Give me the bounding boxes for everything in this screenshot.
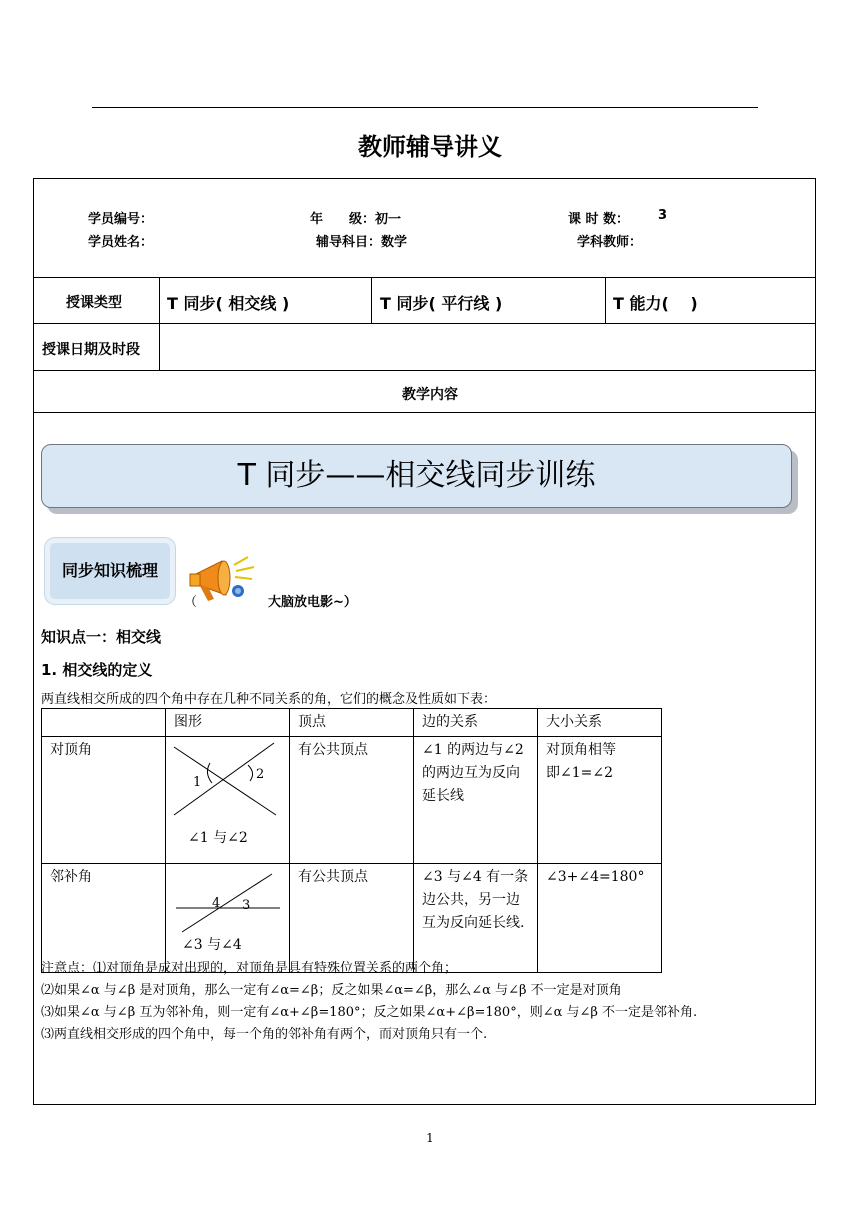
intro-text: 两直线相交所成的四个角中存在几种不同关系的角，它们的概念及性质如下表： xyxy=(41,692,497,707)
note-line: ⑶两直线相交形成的四个角中，每一个角的邻补角有两个，而对顶角只有一个. xyxy=(41,1027,488,1042)
adjacent-angles-figure xyxy=(166,864,290,973)
student-id-label: 学员编号： xyxy=(88,212,154,227)
header-cell-empty xyxy=(42,709,166,737)
row-name: 邻补角 xyxy=(42,864,166,973)
vertical-angles-figure xyxy=(166,737,290,864)
angle-label-2: 2 xyxy=(256,767,265,782)
document-title: 教师辅导讲义 xyxy=(358,133,502,161)
student-name-label: 学员姓名： xyxy=(88,235,154,250)
header-cell-vertex: 顶点 xyxy=(290,709,414,737)
angle-label-1: 1 xyxy=(193,775,202,790)
divider xyxy=(34,323,815,324)
grade-label: 年 级：初一 xyxy=(310,212,402,227)
notes xyxy=(41,958,811,1046)
hours-label: 课 时 数： xyxy=(568,212,630,227)
row-size: ∠3+∠4=180° xyxy=(538,864,662,973)
row-edge: ∠3 与∠4 有一条边公共，另一边互为反向延长线. xyxy=(414,864,538,973)
teacher-label: 学科教师： xyxy=(577,235,643,250)
brain-text: 大脑放电影~） xyxy=(268,595,357,610)
knowledge-badge xyxy=(45,538,175,604)
section-banner: T 同步——相交线同步训练 xyxy=(41,444,792,508)
row-vertex: 有公共顶点 xyxy=(290,864,414,973)
hours-value: 3 xyxy=(658,208,668,223)
divider xyxy=(371,277,372,323)
figure-caption: ∠3 与∠4 xyxy=(182,937,242,953)
page-number: 1 xyxy=(426,1131,434,1145)
divider xyxy=(159,277,160,370)
brain-open-paren: （ xyxy=(184,595,198,610)
divider xyxy=(34,412,815,413)
divider xyxy=(605,277,606,323)
header-cell-figure: 图形 xyxy=(166,709,290,737)
table-row xyxy=(42,737,662,864)
table-row xyxy=(42,864,662,973)
note-line: 注意点：⑴对顶角是成对出现的，对顶角是具有特殊位置关系的两个角； xyxy=(41,961,458,976)
angle-table xyxy=(41,708,662,973)
lesson-type-label: 授课类型 xyxy=(66,295,122,311)
note-line: ⑶如果∠α 与∠β 互为邻补角，则一定有∠α+∠β=180°；反之如果∠α+∠β=180°，则∠α 与∠β 不一定是邻补角. xyxy=(41,1005,698,1020)
lesson-type-sync-intersect: T 同步( 相交线 ) xyxy=(167,294,290,313)
megaphone-icon xyxy=(186,555,266,605)
size-line-a: 对顶角相等 xyxy=(546,742,616,758)
header-cell-size: 大小关系 xyxy=(538,709,662,737)
row-name: 对顶角 xyxy=(42,737,166,864)
row-vertex: 有公共顶点 xyxy=(290,737,414,864)
header-cell-edge: 边的关系 xyxy=(414,709,538,737)
badge-label: 同步知识梳理 xyxy=(61,561,158,580)
row-size xyxy=(538,737,662,864)
angle-label-4: 4 xyxy=(212,896,221,911)
lesson-type-sync-parallel: T 同步( 平行线 ) xyxy=(380,294,503,313)
angle-label-3: 3 xyxy=(242,898,251,913)
size-line-b: 即∠1=∠2 xyxy=(546,765,614,781)
knowledge-point-title: 知识点一：相交线 xyxy=(41,628,162,646)
lesson-type-ability: T 能力( ) xyxy=(613,294,698,313)
lesson-date-label: 授课日期及时段 xyxy=(42,342,140,358)
divider xyxy=(34,370,815,371)
row-edge: ∠1 的两边与∠2 的两边互为反向延长线 xyxy=(414,737,538,864)
definition-title: 1. 相交线的定义 xyxy=(41,661,153,679)
content-header: 教学内容 xyxy=(402,387,458,403)
subject-label: 辅导科目：数学 xyxy=(316,235,408,250)
figure-caption: ∠1 与∠2 xyxy=(188,830,248,846)
header-rule xyxy=(92,107,758,108)
divider xyxy=(34,277,815,278)
note-line: ⑵如果∠α 与∠β 是对顶角，那么一定有∠α=∠β；反之如果∠α=∠β，那么∠α 与∠β 不一定是对顶角 xyxy=(41,983,622,998)
